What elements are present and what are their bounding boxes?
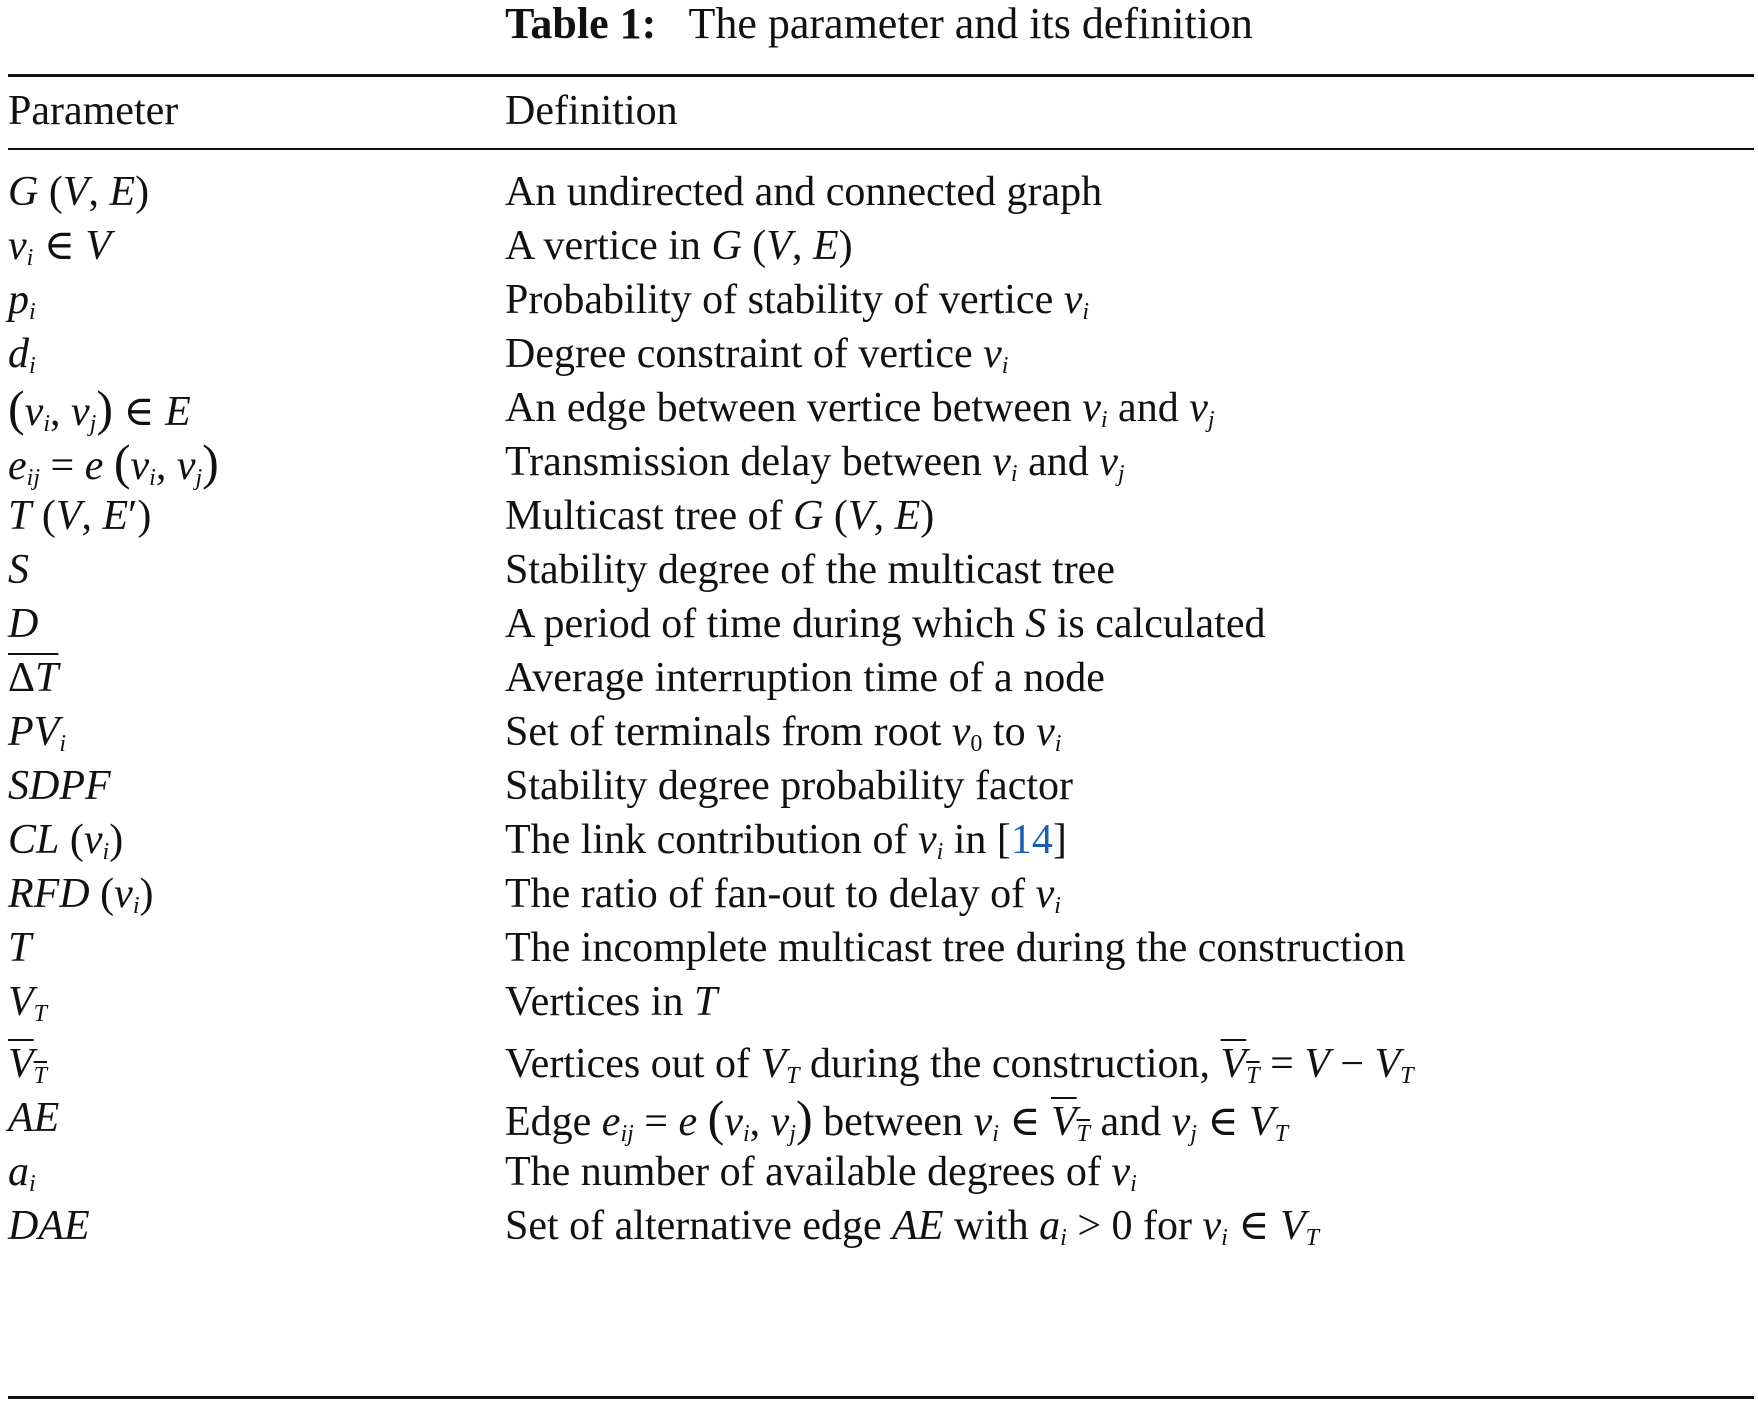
definition-cell: The number of available degrees of $v_i$ <box>505 1149 1137 1197</box>
param-cell: SDPF <box>8 763 111 809</box>
definition-cell: Multicast tree of G (V, E) <box>505 493 935 539</box>
param-cell: T <box>8 925 32 971</box>
param-cell: $PV_i$ <box>8 709 66 757</box>
header-parameter: Parameter <box>8 88 179 134</box>
bottom-rule <box>8 1396 1754 1399</box>
header-rule <box>8 148 1754 150</box>
param-cell: RFD $(v_i)$ <box>8 871 154 919</box>
table-row <box>8 324 1754 384</box>
definition-cell: A vertice in G (V, E) <box>505 223 853 269</box>
definition-cell: Average interruption time of a node <box>505 655 1105 701</box>
definition-cell: An undirected and connected graph <box>505 169 1103 215</box>
table-row <box>8 162 1754 222</box>
table-row <box>8 216 1754 276</box>
param-cell: D <box>8 601 39 647</box>
definition-cell: Vertices out of $V_T$ during the construction, $V_T = V - V_T$ <box>505 1041 1414 1089</box>
table-row <box>8 1088 1754 1148</box>
table-row <box>8 648 1754 708</box>
param-cell: $d_i$ <box>8 331 36 379</box>
table-row <box>8 432 1754 492</box>
table-caption <box>0 0 1758 48</box>
table-row <box>8 810 1754 870</box>
table-row <box>8 540 1754 600</box>
definition-cell: Vertices in T <box>505 979 718 1025</box>
param-cell: $v_i$ ∈ V <box>8 223 112 271</box>
table-row <box>8 756 1754 816</box>
table-row <box>8 1034 1754 1094</box>
definition-cell: Edge $e_{ij} = e$ ($v_i$, $v_j$) between $v_i$ ∈ $V_T$ and $v_j$ ∈ $V_T$ <box>505 1090 1289 1147</box>
table-row <box>8 594 1754 654</box>
table-row <box>8 378 1754 438</box>
top-rule <box>8 74 1754 77</box>
definition-cell: Stability degree probability factor <box>505 763 1073 809</box>
table-row <box>8 972 1754 1032</box>
table-row <box>8 270 1754 330</box>
table-row <box>8 918 1754 978</box>
caption-spacer <box>667 0 678 48</box>
param-cell: T (V, E′) <box>8 493 152 539</box>
table-row <box>8 1142 1754 1202</box>
param-cell: $e_{ij} = e$ ($v_i$, $v_j$) <box>8 434 219 491</box>
definition-cell: Set of terminals from root $v_0$ to $v_i$ <box>505 709 1062 757</box>
definition-cell: The incomplete multicast tree during the construction <box>505 925 1406 971</box>
param-cell: $V_T$ <box>8 1041 48 1089</box>
param-cell: CL $(v_i)$ <box>8 817 124 865</box>
caption-label: Table 1: <box>505 0 657 48</box>
table-row <box>8 864 1754 924</box>
param-cell: $p_i$ <box>8 277 36 325</box>
param-cell: $V_T$ <box>8 979 48 1027</box>
param-cell: ($v_i$, $v_j$) ∈ E <box>8 380 191 437</box>
table-row <box>8 1196 1754 1256</box>
param-cell: AE <box>8 1095 60 1141</box>
param-cell: DAE <box>8 1203 90 1249</box>
table-row <box>8 486 1754 546</box>
header-definition: Definition <box>505 88 678 134</box>
definition-cell: An edge between vertice between $v_i$ and $v_j$ <box>505 385 1215 433</box>
caption-title: The parameter and its definition <box>688 0 1253 48</box>
definition-cell: Transmission delay between $v_i$ and $v_j$ <box>505 439 1125 487</box>
definition-cell: The link contribution of $v_i$ in [14] <box>505 817 1067 865</box>
table-header-row <box>8 81 1754 141</box>
definition-cell: The ratio of fan-out to delay of $v_i$ <box>505 871 1061 919</box>
definition-cell: A period of time during which S is calculated <box>505 601 1266 647</box>
param-cell: ΔT <box>8 655 59 701</box>
param-cell: $a_i$ <box>8 1149 36 1197</box>
table-row <box>8 702 1754 762</box>
definition-cell: Probability of stability of vertice $v_i$ <box>505 277 1090 325</box>
param-cell: G (V, E) <box>8 169 150 215</box>
definition-cell: Set of alternative edge AE with $a_i > 0$ for $v_i$ ∈ $V_T$ <box>505 1203 1319 1251</box>
definition-cell: Degree constraint of vertice $v_i$ <box>505 331 1009 379</box>
citation-link[interactable]: 14 <box>1010 817 1053 863</box>
definition-cell: Stability degree of the multicast tree <box>505 547 1115 593</box>
param-cell: S <box>8 547 29 593</box>
